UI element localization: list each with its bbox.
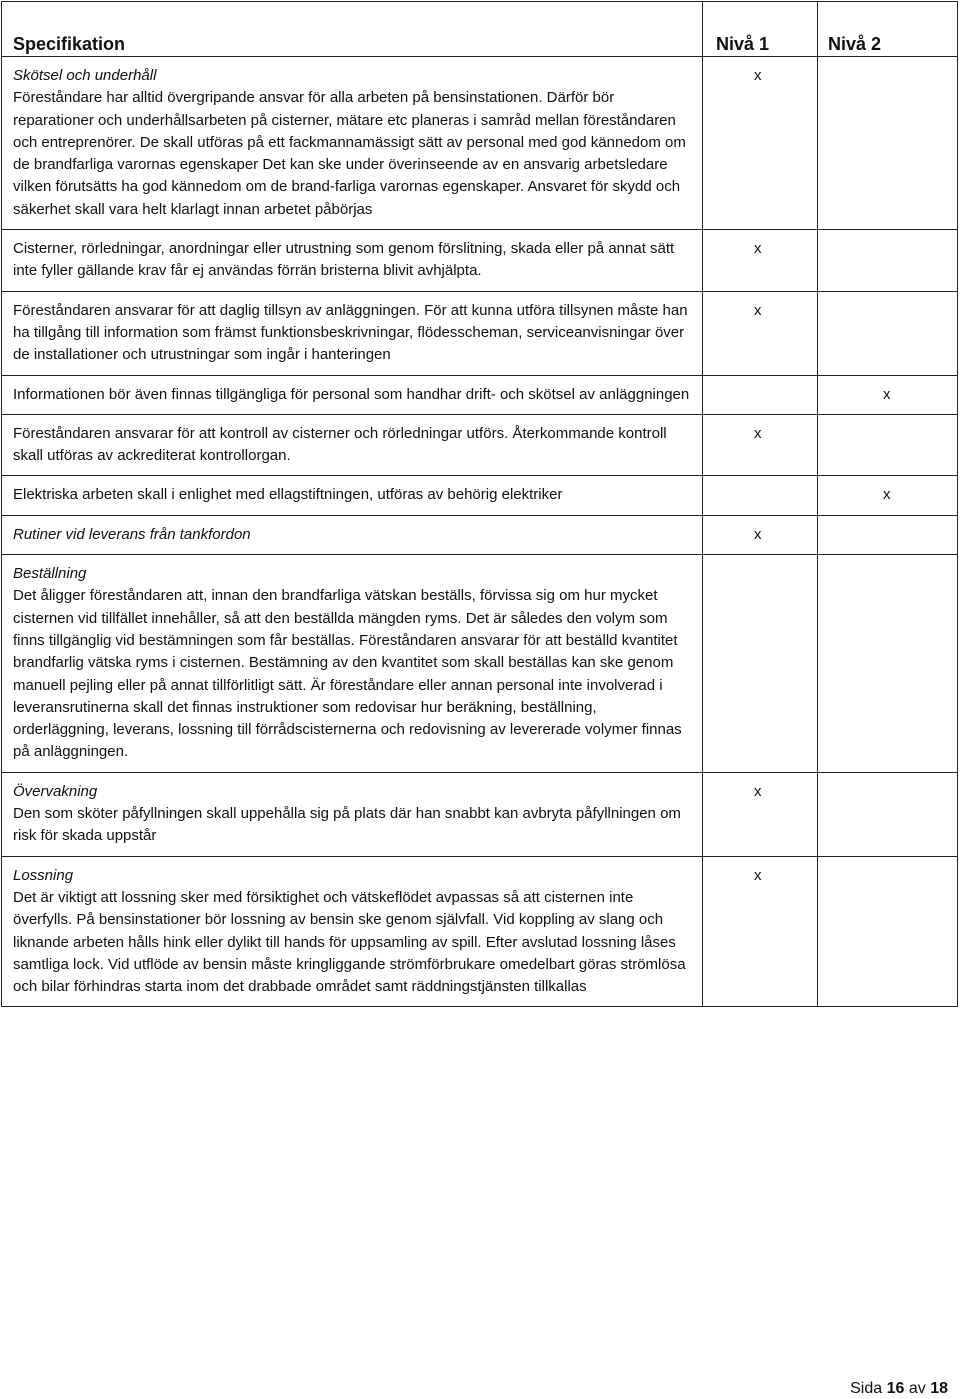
spec-cell	[2, 414, 703, 476]
spec-cell	[2, 515, 703, 554]
niva-1-cell	[703, 515, 818, 554]
row-body: Föreståndaren ansvarar för att kontroll av cisterner och rörledningar utförs. Återkommande kontroll skall utföras av ackrediterat kontrollorgan.	[13, 424, 667, 465]
niva-2-cell	[818, 375, 958, 414]
page-label: Sida	[850, 1380, 883, 1397]
table-row	[2, 375, 958, 414]
table-row	[2, 476, 958, 515]
spec-cell	[2, 856, 703, 1007]
row-body: Det är viktigt att lossning sker med försiktighet och vätskeflödet avpassas så att cisternen inte överfylls. På bensinstationer bör lossning av bensin ske genom självfall. Vid koppling av slang och liknande arbeten hålls hink eller dylikt till hands för uppsamling av spill. Efter avslutad lossning låses samtliga lock. Vid utflöde av bensin måste kringliggande strömförbrukare omedelbart göras strömlösa och bilar förhindras starta inom det drabbade området samt räddningstjänsten tillkallas	[13, 888, 686, 996]
niva-2-cell	[818, 414, 958, 476]
page-footer	[850, 1379, 948, 1399]
page-separator: av	[908, 1380, 926, 1397]
niva-2-cell	[818, 57, 958, 230]
niva-1-mark: x	[754, 240, 762, 258]
table-row	[2, 230, 958, 292]
niva-1-mark: x	[754, 866, 762, 884]
table-row	[2, 414, 958, 476]
niva-2-cell	[818, 291, 958, 375]
header-niva-2: Nivå 2	[818, 2, 958, 57]
row-body: Cisterner, rörledningar, anordningar eller utrustning som genom förslitning, skada eller på annat sätt inte fyller gällande krav får ej användas förrän bristerna blivit avhjälpta.	[13, 240, 675, 280]
table-row	[2, 856, 958, 1007]
table-row	[2, 515, 958, 554]
niva-1-cell	[703, 476, 818, 515]
niva-1-cell	[703, 856, 818, 1007]
table-row	[2, 555, 958, 773]
niva-1-mark: x	[754, 525, 762, 543]
niva-2-cell	[818, 230, 958, 292]
specification-table	[1, 1, 958, 1007]
niva-1-mark: x	[754, 67, 762, 84]
table-row	[2, 57, 958, 230]
spec-cell	[2, 291, 703, 375]
niva-1-cell	[703, 772, 818, 856]
row-title: Rutiner vid leverans från tankfordon	[13, 525, 251, 543]
row-title: Övervakning	[13, 782, 98, 800]
niva-1-mark: x	[754, 424, 762, 442]
niva-2-cell	[818, 555, 958, 773]
niva-1-cell	[703, 375, 818, 414]
niva-2-cell	[818, 476, 958, 515]
niva-1-cell	[703, 414, 818, 476]
row-title: Skötsel och underhåll	[13, 67, 157, 84]
row-title: Lossning	[13, 866, 74, 884]
row-body: Elektriska arbeten skall i enlighet med ellagstiftningen, utföras av behörig elektriker	[13, 486, 563, 504]
row-body: Föreståndaren ansvarar för att daglig tillsyn av anläggningen. För att kunna utföra tillsynen måste han ha tillgång till information som främst funktionsbeskrivningar, flödesscheman, serviceanvisningar över de installationer och utrustningar som ingår i hanteringen	[13, 301, 688, 364]
niva-2-mark: x	[883, 385, 891, 403]
niva-1-mark: x	[754, 782, 762, 800]
spec-cell	[2, 555, 703, 773]
header-niva-1: Nivå 1	[703, 2, 818, 57]
table-row	[2, 291, 958, 375]
row-body: Det åligger föreståndaren att, innan den brandfarliga vätskan beställs, förvissa sig om hur mycket cisternen vid tillfället innehåller, så att den beställda mängden ryms. Det är således den volym som finns tillgänglig vid bestämningen som får beställas. Föreståndaren ansvarar för att beställd kvantitet brandfarlig vätska ryms i cisternen. Bestämning av den kvantitet som skall beställas kan ske genom manuell pejling eller på annat tillförlitligt sätt. Är föreståndare eller annan personal inte involverad i leveransrutinerna skall det finnas instruktioner som redovisar hur beräkning, beställning, orderläggning, leverans, lossning till förrådscisternerna och redovisning av levererade volymer finnas på anläggningen.	[13, 587, 682, 761]
spec-cell	[2, 375, 703, 414]
spec-cell	[2, 57, 703, 230]
row-title: Beställning	[13, 565, 87, 583]
table-header-row	[2, 2, 958, 57]
niva-1-cell	[703, 57, 818, 230]
table-row	[2, 772, 958, 856]
row-body: Föreståndare har alltid övergripande ansvar för alla arbeten på bensinstationen. Därför bör reparationer och underhållsarbeten på cisterner, mätare etc planeras i samråd mellan föreståndaren och entreprenörer. De skall utföras på ett fackmannamässigt sätt av personal med god kännedom om de brandfarliga varornas egenskaper Det kan ske under överinseende av en ansvarig arbetsledare vilken förutsätts ha god kännedom om de brand-farliga varornas egenskaper. Ansvaret för skydd och säkerhet skall vara helt klarlagt innan arbetet påbörjas	[13, 89, 686, 218]
spec-cell	[2, 772, 703, 856]
row-body: Informationen bör även finnas tillgängliga för personal som handhar drift- och skötsel av anläggningen	[13, 385, 690, 403]
niva-2-cell	[818, 515, 958, 554]
niva-1-cell	[703, 555, 818, 773]
spec-cell	[2, 476, 703, 515]
niva-1-cell	[703, 230, 818, 292]
page-total: 18	[930, 1380, 948, 1397]
row-body: Den som sköter påfyllningen skall uppehålla sig på plats där han snabbt kan avbryta påfyllningen om risk för skada uppstår	[13, 805, 681, 845]
niva-2-cell	[818, 856, 958, 1007]
page-number: 16	[886, 1380, 905, 1397]
niva-2-mark: x	[883, 486, 891, 504]
niva-2-cell	[818, 772, 958, 856]
spec-cell	[2, 230, 703, 292]
header-specifikation: Specifikation	[2, 2, 703, 57]
niva-1-cell	[703, 291, 818, 375]
niva-1-mark: x	[754, 301, 762, 319]
